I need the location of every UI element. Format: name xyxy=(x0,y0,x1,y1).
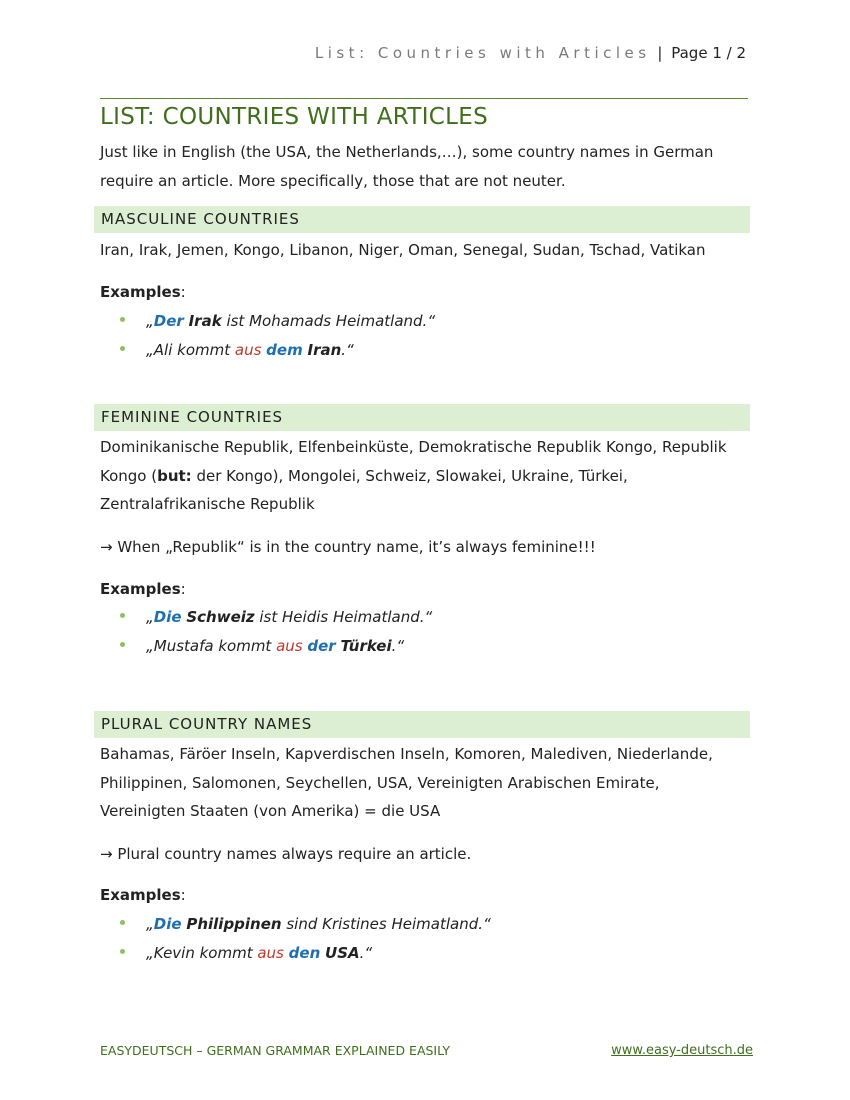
section-heading-feminine: FEMININE COUNTRIES xyxy=(94,404,750,431)
footer-brand: EASYDEUTSCH – GERMAN GRAMMAR EXPLAINED EASILY xyxy=(100,1043,451,1058)
intro-line-1: Just like in English (the USA, the Netherlands,…), some country names in German xyxy=(100,143,714,161)
preposition: aus xyxy=(276,637,303,655)
section-heading-masculine: MASCULINE COUNTRIES xyxy=(94,206,750,233)
feminine-examples-label: Examples: xyxy=(100,580,186,598)
country-noun: Irak xyxy=(188,312,222,330)
title-rule xyxy=(100,98,748,99)
bullet-icon xyxy=(120,642,125,647)
running-header xyxy=(315,44,746,62)
preposition: aus xyxy=(257,944,284,962)
preposition: aus xyxy=(234,341,262,359)
plural-country-list: Bahamas, Färöer Inseln, Kapverdischen Inseln, Komoren, Malediven, Niederlande, Philippinen, Salomonen, Seychellen, USA, Vereinigten Arabischen Emirate, Vereinigten Staaten (von Amerika) = die USA xyxy=(100,745,713,820)
bullet-icon xyxy=(120,949,125,954)
intro-line-2: require an article. More specifically, those that are not neuter. xyxy=(100,171,566,190)
country-noun: Türkei xyxy=(340,637,392,655)
bullet-icon xyxy=(120,920,125,925)
bullet-icon xyxy=(120,346,125,351)
plural-example-1: „Die Philippinen sind Kristines Heimatland.“ xyxy=(120,915,491,933)
plural-example-2: „Kevin kommt aus den USA.“ xyxy=(120,944,372,962)
masculine-examples-label: Examples: xyxy=(100,283,186,301)
country-noun: Schweiz xyxy=(186,608,255,626)
running-header-title: List: Countries with Articles xyxy=(314,44,651,62)
article: dem xyxy=(266,341,303,359)
feminine-example-2: „Mustafa kommt aus der Türkei.“ xyxy=(120,637,404,655)
bullet-icon xyxy=(120,317,125,322)
article: der xyxy=(307,637,336,655)
country-noun: USA xyxy=(325,944,360,962)
feminine-country-list: Dominikanische Republik, Elfenbeinküste, Demokratische Republik Kongo, Republik Kongo (but: der Kongo), Mongolei, Schweiz, Slowakei, Ukraine, Türkei, Zentralafrikanische Republik xyxy=(100,438,727,513)
masculine-country-list: Iran, Irak, Jemen, Kongo, Libanon, Niger, Oman, Senegal, Sudan, Tschad, Vatikan xyxy=(100,241,706,259)
bullet-icon xyxy=(120,613,125,618)
country-noun: Philippinen xyxy=(186,915,282,933)
plural-examples-label: Examples: xyxy=(100,886,186,904)
page-number: Page 1 / 2 xyxy=(671,44,746,62)
article: Die xyxy=(153,915,182,933)
plural-rule-note: → Plural country names always require an article. xyxy=(100,845,472,863)
section-heading-plural: PLURAL COUNTRY NAMES xyxy=(94,711,750,738)
feminine-rule-note: → When „Republik“ is in the country name, it’s always feminine!!! xyxy=(100,538,596,556)
footer-website-link[interactable]: www.easy-deutsch.de xyxy=(611,1043,753,1058)
masculine-example-2: „Ali kommt aus dem Iran.“ xyxy=(120,341,354,359)
article: Der xyxy=(153,312,184,330)
country-noun: Iran xyxy=(307,341,342,359)
page-title: LIST: COUNTRIES WITH ARTICLES xyxy=(100,104,488,130)
masculine-example-1: „Der Irak ist Mohamads Heimatland.“ xyxy=(120,312,435,330)
intro-paragraph xyxy=(100,138,750,195)
feminine-example-1: „Die Schweiz ist Heidis Heimatland.“ xyxy=(120,608,432,626)
article: Die xyxy=(153,608,182,626)
running-header-separator: | xyxy=(657,44,663,62)
article: den xyxy=(288,944,321,962)
